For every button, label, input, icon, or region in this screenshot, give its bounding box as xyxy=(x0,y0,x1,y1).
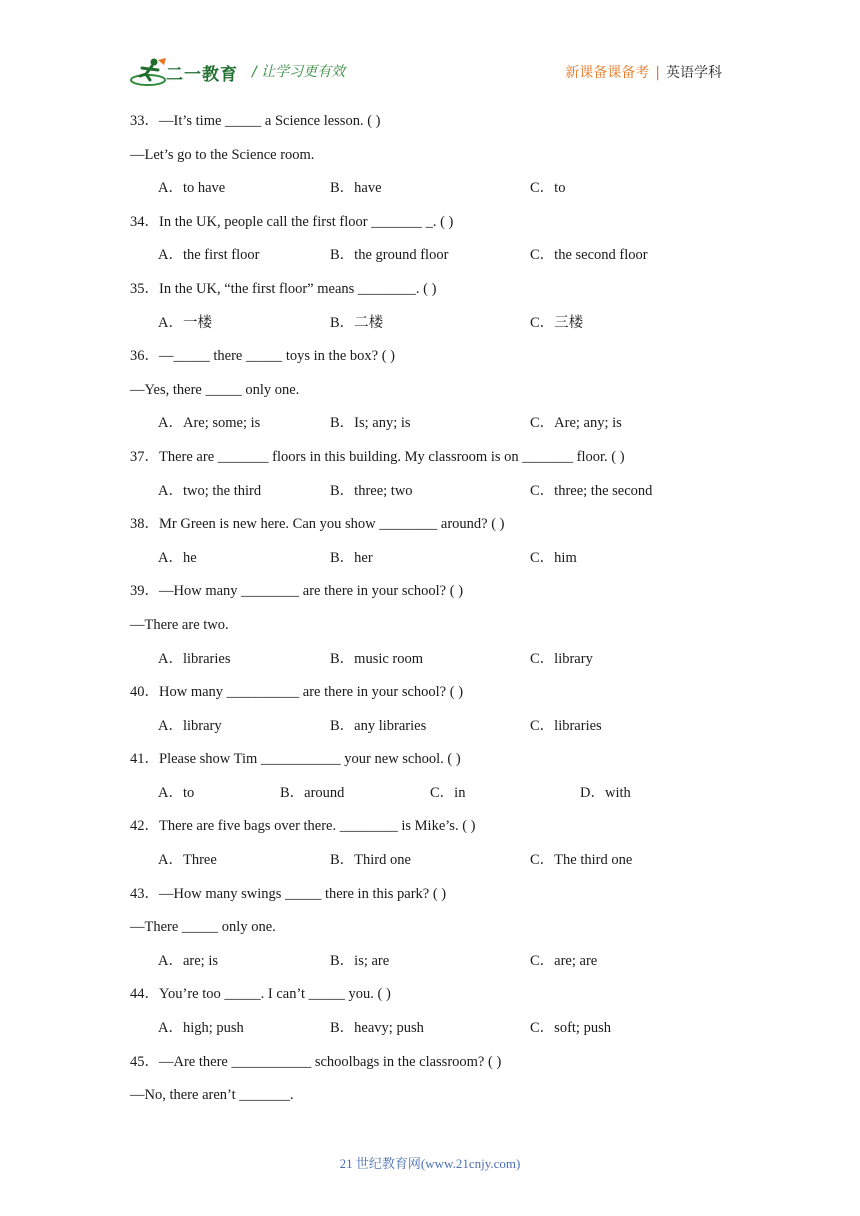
question-stem: 35．In the UK, “the first floor” means ________. ( ) xyxy=(130,280,437,297)
question-stem: 44．You’re too _____. I can’t _____ you. ( ) xyxy=(130,986,391,1003)
answer-option: A．he xyxy=(158,549,197,566)
answer-option: B．any libraries xyxy=(330,717,427,734)
answer-option: C．the second floor xyxy=(530,247,648,264)
answer-option: C．The third one xyxy=(530,852,633,869)
answer-option: A．high; push xyxy=(158,1020,244,1037)
question-stem: 45．—Are there ___________ schoolbags in the classroom? ( ) xyxy=(130,1053,502,1070)
header-subject-label: 英语学科 xyxy=(666,65,722,81)
answer-option: C．Are; any; is xyxy=(530,415,622,432)
header-tagline: 新课备课备考 xyxy=(565,65,650,81)
answer-option: C．libraries xyxy=(530,717,602,734)
answer-option: B．Is; any; is xyxy=(330,415,411,432)
answer-option: C．are; are xyxy=(530,952,598,969)
question-stem: 40．How many __________ are there in your school? ( ) xyxy=(130,684,464,701)
logo-text: 二一教育 xyxy=(166,65,238,85)
question-dialogue-line: —No, there aren’t _______. xyxy=(130,1087,294,1104)
answer-option: A．are; is xyxy=(158,952,218,969)
answer-option: C．to xyxy=(530,180,566,197)
answer-option: B．have xyxy=(330,180,382,197)
page-footer: 21 世纪教育网(www.21cnjy.com) xyxy=(339,1156,521,1171)
options-row xyxy=(130,172,730,206)
answer-option: A．一楼 xyxy=(158,314,212,331)
answer-option: B．the ground floor xyxy=(330,247,449,264)
options-row xyxy=(130,407,730,441)
question-list xyxy=(130,105,730,1113)
question-stem: 33．—It’s time _____ a Science lesson. ( ) xyxy=(130,113,381,129)
answer-option: C．him xyxy=(530,549,577,566)
options-row xyxy=(130,307,730,341)
answer-option: B．Third one xyxy=(330,852,411,869)
options-row xyxy=(130,844,730,878)
answer-option: D．with xyxy=(580,784,631,801)
question-stem: 34．In the UK, people call the first floor _______ _. ( ) xyxy=(130,213,454,230)
page-header xyxy=(0,0,860,100)
options-row xyxy=(130,239,730,273)
answer-option: A．Are; some; is xyxy=(158,415,261,432)
question-stem: 38．Mr Green is new here. Can you show ________ around? ( ) xyxy=(130,516,505,533)
answer-option: C．library xyxy=(530,650,593,667)
question-dialogue-line: —Yes, there _____ only one. xyxy=(130,381,300,398)
answer-option: A．to xyxy=(158,784,195,801)
answer-option: A．two; the third xyxy=(158,482,262,499)
answer-option: B．二楼 xyxy=(330,314,384,331)
answer-option: A．libraries xyxy=(158,650,231,667)
answer-option: C．three; the second xyxy=(530,482,653,499)
answer-option: B．her xyxy=(330,549,373,566)
answer-option: B．around xyxy=(280,784,345,801)
question-stem: 39．—How many ________ are there in your school? ( ) xyxy=(130,583,464,600)
options-row xyxy=(130,643,730,677)
question-dialogue-line: —There _____ only one. xyxy=(130,919,276,936)
question-stem: 36．—_____ there _____ toys in the box? ( ) xyxy=(130,348,395,365)
question-stem: 41．Please show Tim ___________ your new school. ( ) xyxy=(130,751,461,768)
answer-option: A．Three xyxy=(158,852,217,869)
answer-option: A．library xyxy=(158,717,222,734)
answer-option: A．to have xyxy=(158,180,226,197)
runner-logo-icon xyxy=(130,56,170,88)
answer-option: B．is; are xyxy=(330,952,390,969)
question-dialogue-line: —Let’s go to the Science room. xyxy=(130,146,315,163)
answer-option: C．三楼 xyxy=(530,314,584,331)
options-row xyxy=(130,777,730,811)
options-row xyxy=(130,475,730,509)
options-row xyxy=(130,1012,730,1046)
options-row xyxy=(130,542,730,576)
answer-option: C．soft; push xyxy=(530,1020,611,1037)
header-subject xyxy=(565,62,722,82)
options-row xyxy=(130,945,730,979)
answer-option: B．music room xyxy=(330,650,424,667)
answer-option: A．the first floor xyxy=(158,247,260,264)
options-row xyxy=(130,710,730,744)
slogan: / 让学习更有效 xyxy=(252,64,346,80)
question-dialogue-line: —There are two. xyxy=(130,616,229,633)
answer-option: C．in xyxy=(430,784,466,801)
question-stem: 43．—How many swings _____ there in this park? ( ) xyxy=(130,885,447,902)
logo xyxy=(130,56,248,88)
header-divider: | xyxy=(655,65,660,81)
question-stem: 37．There are _______ floors in this building. My classroom is on _______ floor. ( ) xyxy=(130,448,625,465)
answer-option: B．three; two xyxy=(330,482,413,499)
question-stem: 42．There are five bags over there. ________ is Mike’s. ( ) xyxy=(130,818,476,835)
answer-option: B．heavy; push xyxy=(330,1020,424,1037)
